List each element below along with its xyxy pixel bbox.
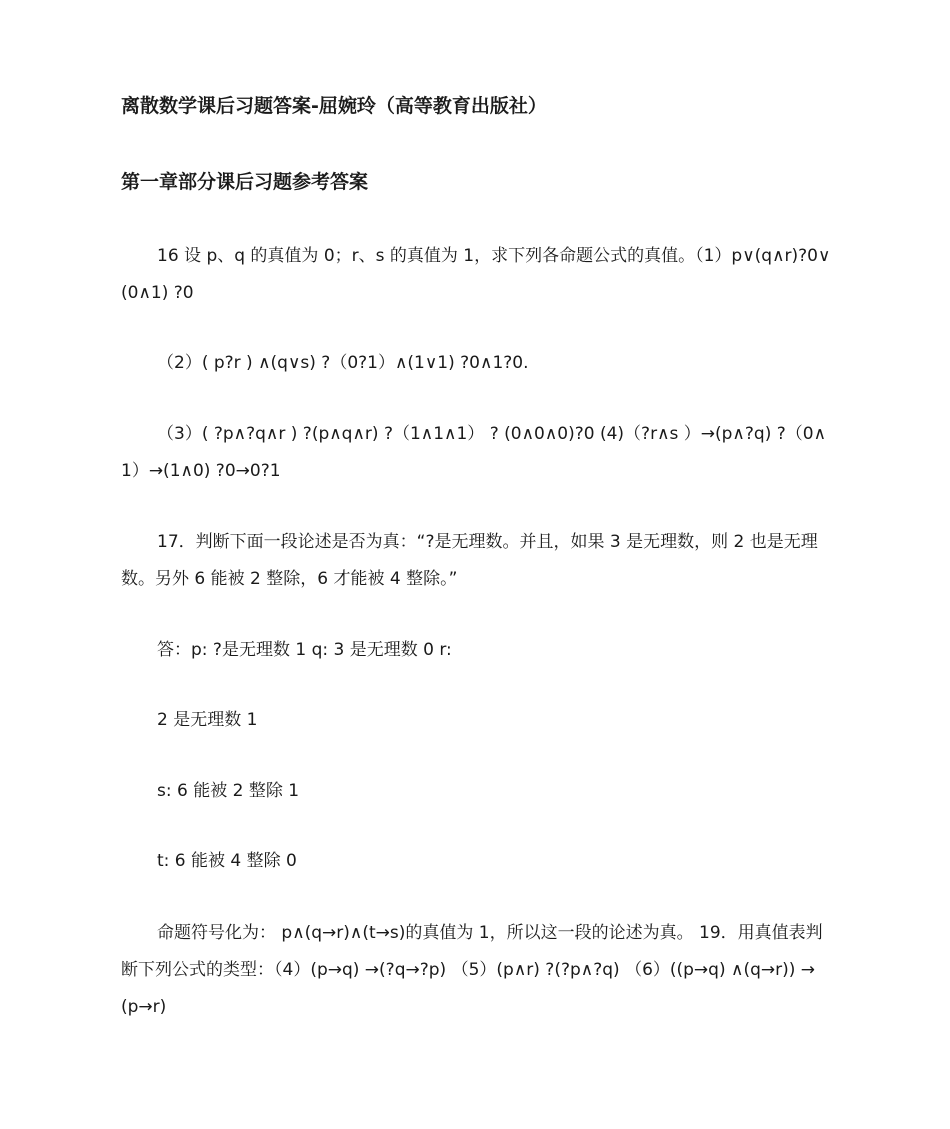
paragraph-symbolization: 命题符号化为： p∧(q→r)∧(t→s)的真值为 1，所以这一段的论述为真。 19．用真值表判断下列公式的类型：（4）(p→q) →(?q→?p) （5）(p∧r) ?(?p∧?q) （6）((p→q) ∧(q→r)) →(p→r)	[121, 923, 823, 1017]
paragraph-answer-pq: 答：p: ?是无理数 1 q: 3 是无理数 0 r:	[157, 640, 452, 660]
paragraph-question-16-part-2: （2）( p?r ) ∧(q∨s) ?（0?1）∧(1∨1) ?0∧1?0.	[157, 353, 529, 373]
paragraph-answer-t: t: 6 能被 4 整除 0	[157, 851, 297, 871]
paragraph-question-17: 17．判断下面一段论述是否为真：“?是无理数。并且，如果 3 是无理数，则 2 也是无理数。另外 6 能被 2 整除，6 才能被 4 整除。”	[121, 532, 818, 589]
paragraph-question-16: 16 设 p、q 的真值为 0；r、s 的真值为 1，求下列各命题公式的真值。（1）p∨(q∧r)?0∨(0∧1) ?0	[121, 246, 831, 303]
paragraph-question-16-part-3: （3）( ?p∧?q∧r ) ?(p∧q∧r) ?（1∧1∧1） ? (0∧0∧0)?0 (4)（?r∧s ）→(p∧?q) ?（0∧1）→(1∧0) ?0→0?1	[121, 424, 827, 481]
chapter-heading: 第一章部分课后习题参考答案	[121, 171, 369, 193]
paragraph-answer-s: s: 6 能被 2 整除 1	[157, 781, 300, 801]
paragraph-answer-r: 2 是无理数 1	[157, 710, 258, 730]
document-title: 离散数学课后习题答案-屈婉玲（高等教育出版社）	[121, 95, 547, 117]
